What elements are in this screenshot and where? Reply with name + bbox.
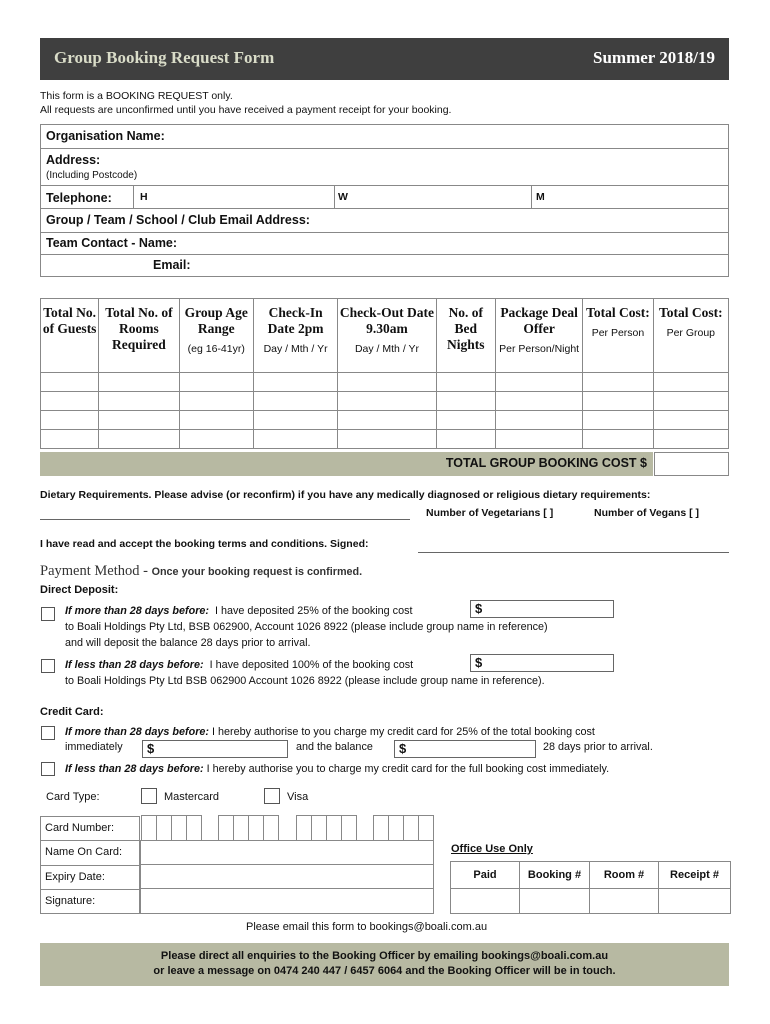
cc-immediate-amount-field[interactable]: $ bbox=[142, 740, 288, 758]
contact-email-row[interactable] bbox=[40, 255, 729, 277]
address-row[interactable] bbox=[40, 148, 729, 185]
table-row[interactable] bbox=[41, 392, 729, 411]
vegans-count[interactable]: Number of Vegans [ ] bbox=[594, 507, 700, 519]
dietary-text: Dietary Requirements. Please advise (or reconfirm) if you have any medically diagnosed or religious dietary requirements: bbox=[40, 489, 651, 501]
office-use-title: Office Use Only bbox=[451, 843, 533, 855]
office-use-table bbox=[450, 861, 731, 914]
cc-balance-amount-field[interactable]: $ bbox=[394, 740, 536, 758]
cc-immediately-label: immediately bbox=[65, 741, 123, 753]
telephone-work-field[interactable]: W bbox=[338, 191, 348, 203]
expiry-date-field[interactable] bbox=[140, 864, 434, 889]
group-email-row[interactable] bbox=[40, 209, 729, 233]
footer-line-2: or leave a message on 0474 240 447 / 6457 6064 and the Booking Officer will be in touch. bbox=[153, 965, 616, 977]
column-header: Total Cost: Per Group bbox=[653, 299, 728, 373]
table-row[interactable] bbox=[451, 889, 731, 914]
expiry-date-label: Expiry Date: bbox=[45, 871, 105, 883]
cc-less-28-checkbox[interactable] bbox=[41, 762, 55, 776]
dd-less-28-line2: to Boali Holdings Pty Ltd BSB 062900 Account 1026 8922 (please include group name in reference). bbox=[65, 675, 545, 687]
table-row[interactable] bbox=[41, 373, 729, 392]
cc-less-28-line: If less than 28 days before: I hereby authorise you to charge my credit card for the full booking cost immediately. bbox=[65, 763, 610, 775]
mastercard-checkbox[interactable] bbox=[141, 788, 157, 804]
total-cost-bar bbox=[40, 452, 653, 476]
organisation-row[interactable] bbox=[40, 124, 729, 148]
total-cost-label: TOTAL GROUP BOOKING COST $ bbox=[445, 456, 647, 470]
visa-checkbox[interactable] bbox=[264, 788, 280, 804]
column-header: Package Deal Offer Per Person/Night bbox=[495, 299, 582, 373]
footer-line-1: Please direct all enquiries to the Booking Officer by emailing bookings@boali.com.au bbox=[160, 950, 609, 962]
telephone-label: Telephone: bbox=[46, 191, 112, 205]
office-col-booking: Booking # bbox=[520, 862, 590, 889]
footer-enquiries bbox=[40, 943, 729, 986]
dietary-input-line[interactable] bbox=[40, 519, 410, 520]
contact-email-label: Email: bbox=[153, 258, 191, 272]
office-col-room: Room # bbox=[590, 862, 659, 889]
office-col-receipt: Receipt # bbox=[659, 862, 731, 889]
column-header: Group Age Range (eg 16-41yr) bbox=[179, 299, 253, 373]
column-header: Total Cost: Per Person bbox=[583, 299, 653, 373]
intro-line-2: All requests are unconfirmed until you have received a payment receipt for your booking. bbox=[40, 104, 452, 116]
contact-name-label: Team Contact - Name: bbox=[46, 236, 178, 250]
cc-more-28-checkbox[interactable] bbox=[41, 726, 55, 740]
dd-more-28-line2: to Boali Holdings Pty Ltd, BSB 062900, Account 1026 8922 (please include group name in reference) bbox=[65, 621, 548, 633]
column-header: Check-In Date 2pm Day / Mth / Yr bbox=[253, 299, 337, 373]
dd-less-28-amount-field[interactable]: $ bbox=[470, 654, 614, 672]
telephone-row bbox=[40, 185, 729, 209]
card-number-label: Card Number: bbox=[45, 822, 115, 834]
cc-more-28-line1: If more than 28 days before: I hereby authorise to you charge my credit card for 25% of the total booking cost bbox=[65, 726, 595, 738]
signature-field[interactable] bbox=[140, 888, 434, 914]
vegetarians-count[interactable]: Number of Vegetarians [ ] bbox=[426, 507, 554, 519]
address-note: (Including Postcode) bbox=[46, 170, 138, 181]
email-note: Please email this form to bookings@boali.com.au bbox=[246, 921, 488, 933]
name-on-card-label: Name On Card: bbox=[45, 846, 123, 858]
mastercard-label: Mastercard bbox=[164, 791, 220, 803]
dd-less-28-line1: If less than 28 days before: I have deposited 100% of the booking cost bbox=[65, 659, 414, 671]
dd-more-28-line3: and will deposit the balance 28 days prior to arrival. bbox=[65, 637, 311, 649]
cc-balance-label: and the balance bbox=[296, 741, 373, 753]
telephone-home-field[interactable]: H bbox=[140, 191, 148, 203]
credit-card-label: Credit Card: bbox=[40, 706, 104, 718]
table-row[interactable] bbox=[41, 411, 729, 430]
intro-line-1: This form is a BOOKING REQUEST only. bbox=[40, 90, 233, 102]
table-row[interactable] bbox=[41, 430, 729, 449]
dd-less-28-checkbox[interactable] bbox=[41, 659, 55, 673]
office-col-paid: Paid bbox=[451, 862, 520, 889]
direct-deposit-label: Direct Deposit: bbox=[40, 584, 119, 596]
contact-name-row[interactable] bbox=[40, 233, 729, 255]
signature-label: Signature: bbox=[45, 895, 96, 907]
column-header: Total No. of Guests bbox=[41, 299, 99, 373]
name-on-card-field[interactable] bbox=[140, 840, 434, 865]
column-header: Total No. of Rooms Required bbox=[99, 299, 179, 373]
column-header: No. of Bed Nights bbox=[436, 299, 495, 373]
form-title: Group Booking Request Form bbox=[54, 48, 275, 67]
terms-text: I have read and accept the booking terms and conditions. Signed: bbox=[40, 538, 369, 550]
group-email-label: Group / Team / School / Club Email Address: bbox=[46, 213, 310, 227]
visa-label: Visa bbox=[287, 791, 309, 803]
cc-prior-label: 28 days prior to arrival. bbox=[543, 741, 653, 753]
card-type-label: Card Type: bbox=[46, 791, 100, 803]
telephone-mobile-field[interactable]: M bbox=[536, 191, 545, 203]
dd-more-28-checkbox[interactable] bbox=[41, 607, 55, 621]
address-label: Address: bbox=[46, 153, 101, 167]
total-cost-field[interactable] bbox=[654, 452, 729, 476]
dd-more-28-line1: If more than 28 days before: I have deposited 25% of the booking cost bbox=[65, 605, 413, 617]
booking-table bbox=[40, 298, 729, 449]
payment-title: Payment Method - Once your booking request is confirmed. bbox=[40, 563, 363, 579]
column-header: Check-Out Date 9.30am Day / Mth / Yr bbox=[338, 299, 436, 373]
form-season: Summer 2018/19 bbox=[593, 48, 715, 67]
dd-more-28-amount-field[interactable]: $ bbox=[470, 600, 614, 618]
signed-line[interactable] bbox=[418, 552, 729, 553]
organisation-label: Organisation Name: bbox=[46, 129, 165, 143]
form-header bbox=[40, 38, 729, 80]
